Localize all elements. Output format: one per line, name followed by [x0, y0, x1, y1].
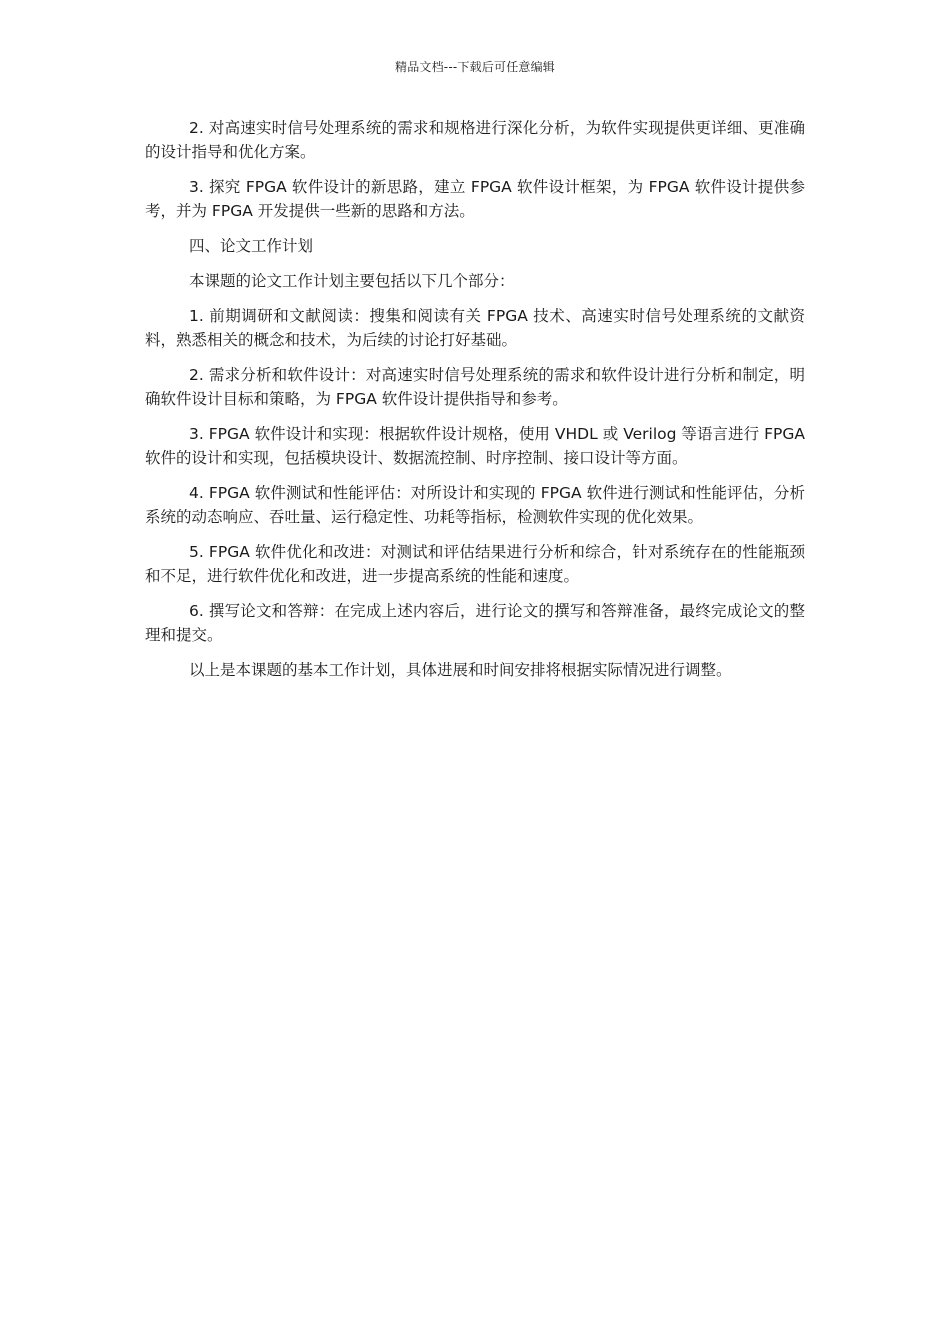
paragraph-plan-4: 4. FPGA 软件测试和性能评估：对所设计和实现的 FPGA 软件进行测试和性能评估，分析系统的动态响应、吞吐量、运行稳定性、功耗等指标，检测软件实现的优化效果。 — [145, 484, 805, 526]
section-heading-work-plan: 四、论文工作计划 — [189, 237, 314, 255]
paragraph-plan-intro: 本课题的论文工作计划主要包括以下几个部分： — [189, 272, 515, 290]
paragraph-plan-5: 5. FPGA 软件优化和改进：对测试和评估结果进行分析和综合，针对系统存在的性能瓶颈和不足，进行软件优化和改进，进一步提高系统的性能和速度。 — [145, 543, 805, 585]
header-note: 精品文档---下载后可任意编辑 — [395, 60, 555, 74]
paragraph-plan-6: 6. 撰写论文和答辩：在完成上述内容后，进行论文的撰写和答辩准备，最终完成论文的整理和提交。 — [145, 602, 805, 644]
paragraph-conclusion: 以上是本课题的基本工作计划，具体进展和时间安排将根据实际情况进行调整。 — [189, 661, 732, 679]
paragraph-goal-3: 3. 探究 FPGA 软件设计的新思路，建立 FPGA 软件设计框架，为 FPGA 软件设计提供参考，并为 FPGA 开发提供一些新的思路和方法。 — [145, 178, 805, 220]
paragraph-plan-2: 2. 需求分析和软件设计：对高速实时信号处理系统的需求和软件设计进行分析和制定，明确软件设计目标和策略，为 FPGA 软件设计提供指导和参考。 — [145, 366, 805, 408]
paragraph-plan-1: 1. 前期调研和文献阅读：搜集和阅读有关 FPGA 技术、高速实时信号处理系统的文献资料，熟悉相关的概念和技术，为后续的讨论打好基础。 — [145, 307, 805, 349]
document-body — [145, 116, 805, 693]
paragraph-plan-3: 3. FPGA 软件设计和实现：根据软件设计规格，使用 VHDL 或 Verilog 等语言进行 FPGA 软件的设计和实现，包括模块设计、数据流控制、时序控制、接口设计等方面。 — [145, 425, 805, 467]
paragraph-goal-2: 2. 对高速实时信号处理系统的需求和规格进行深化分析，为软件实现提供更详细、更准确的设计指导和优化方案。 — [145, 119, 805, 161]
